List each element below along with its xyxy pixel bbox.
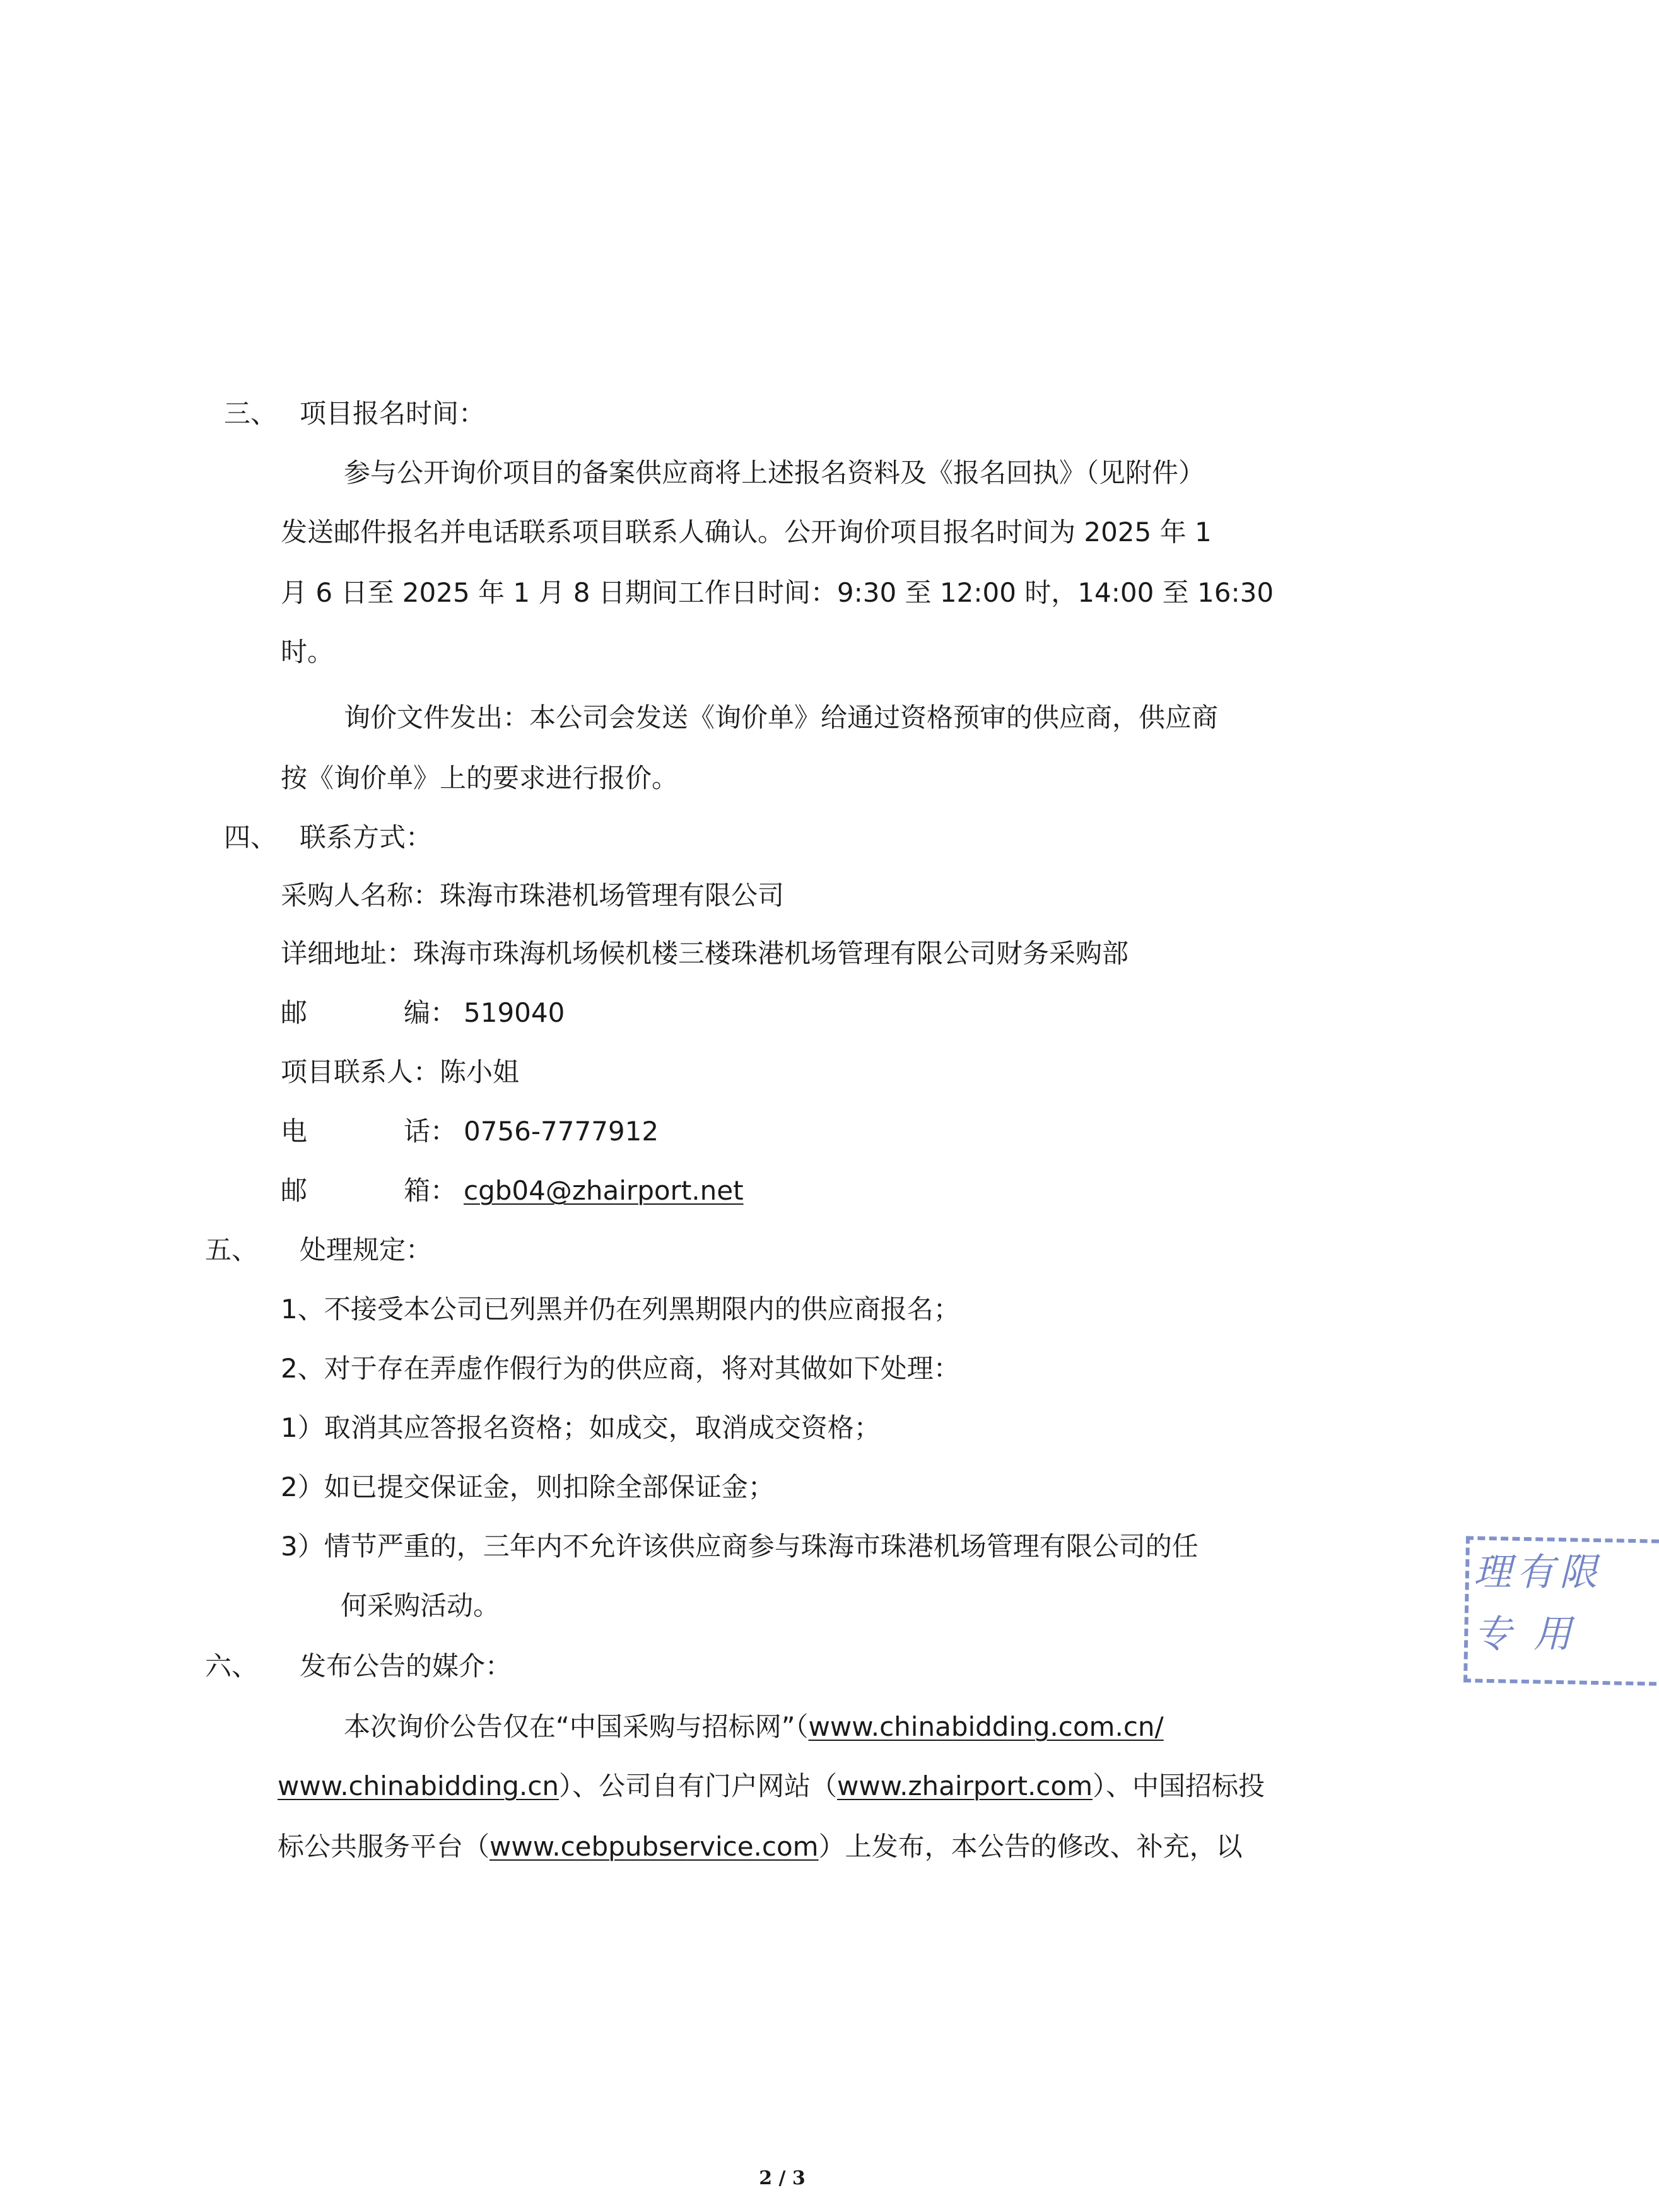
section-5-heading: 处理规定：: [300, 1234, 433, 1265]
section-5-number: 五、: [205, 1234, 259, 1265]
section-3-paragraph-line: 按《询价单》上的要求进行报价。: [281, 763, 679, 793]
media-text: 本次询价公告仅在“中国采购与招标网”（: [344, 1711, 809, 1742]
section-3-paragraph-line: 发送邮件报名并电话联系项目联系人确认。公开询价项目报名时间为 2025 年 1: [281, 517, 1212, 547]
email-label-suffix: 箱：: [404, 1175, 457, 1206]
media-line: [278, 1829, 1243, 1864]
rule-sub-item-continued: 何采购活动。: [341, 1590, 500, 1621]
media-line: [278, 1769, 1265, 1804]
chinabidding-cn-link[interactable]: www.chinabidding.cn: [278, 1770, 559, 1801]
seal-text-line: 理有限: [1474, 1550, 1602, 1595]
seal-text-line: 专 用: [1474, 1612, 1577, 1656]
company-seal-stamp: [1465, 1538, 1602, 1689]
section-3-paragraph-line: 时。: [281, 636, 334, 667]
media-line: [344, 1709, 1164, 1745]
section-3-paragraph-line: 询价文件发出：本公司会发送《询价单》给通过资格预审的供应商，供应商: [344, 702, 1219, 733]
rule-item: 2、对于存在弄虚作假行为的供应商，将对其做如下处理：: [281, 1353, 960, 1384]
rule-sub-item: 3）情节严重的，三年内不允许该供应商参与珠海市珠港机场管理有限公司的任: [281, 1531, 1199, 1562]
section-6-number: 六、: [205, 1651, 259, 1682]
phone-value: 0756-7777912: [464, 1116, 659, 1147]
page-number: 2 / 3: [759, 2167, 806, 2189]
postcode-label: 邮: [281, 997, 308, 1028]
phone-label-suffix: 话：: [404, 1116, 457, 1147]
postcode-label-suffix: 编：: [404, 997, 457, 1028]
email-label: 邮: [281, 1175, 308, 1206]
section-6-heading: 发布公告的媒介：: [300, 1651, 512, 1682]
section-3-heading: 项目报名时间：: [300, 398, 486, 429]
media-text: ）、中国招标投: [1093, 1770, 1265, 1801]
section-4-number: 四、: [224, 822, 278, 853]
rule-item: 1、不接受本公司已列黑并仍在列黑期限内的供应商报名；: [281, 1294, 960, 1325]
section-3-paragraph-line: 月 6 日至 2025 年 1 月 8 日期间工作日时间：9:30 至 12:00 时，14:00 至 16:30: [281, 577, 1274, 608]
rule-sub-item: 2）如已提交保证金，则扣除全部保证金；: [281, 1472, 775, 1502]
email-link[interactable]: cgb04@zhairport.net: [464, 1175, 744, 1206]
section-4-heading: 联系方式：: [300, 822, 433, 853]
purchaser-name: 采购人名称：珠海市珠港机场管理有限公司: [281, 880, 785, 911]
address: 详细地址：珠海市珠海机场候机楼三楼珠港机场管理有限公司财务采购部: [281, 938, 1129, 969]
section-3-paragraph-line: 参与公开询价项目的备案供应商将上述报名资料及《报名回执》（见附件）: [344, 457, 1205, 488]
cebpubservice-link[interactable]: www.cebpubservice.com: [489, 1831, 819, 1862]
zhairport-link[interactable]: www.zhairport.com: [836, 1770, 1093, 1801]
media-text: ）上发布，本公告的修改、补充，以: [818, 1831, 1243, 1862]
media-text: 标公共服务平台（: [278, 1831, 490, 1862]
rule-sub-item: 1）取消其应答报名资格；如成交，取消成交资格；: [281, 1412, 881, 1443]
chinabidding-com-cn-link[interactable]: www.chinabidding.com.cn/: [808, 1711, 1164, 1742]
media-text: ）、公司自有门户网站（: [558, 1770, 837, 1801]
postcode-value: 519040: [464, 997, 565, 1028]
phone-label: 电: [281, 1116, 308, 1147]
project-contact: 项目联系人：陈小姐: [281, 1056, 520, 1087]
section-3-number: 三、: [224, 398, 278, 429]
